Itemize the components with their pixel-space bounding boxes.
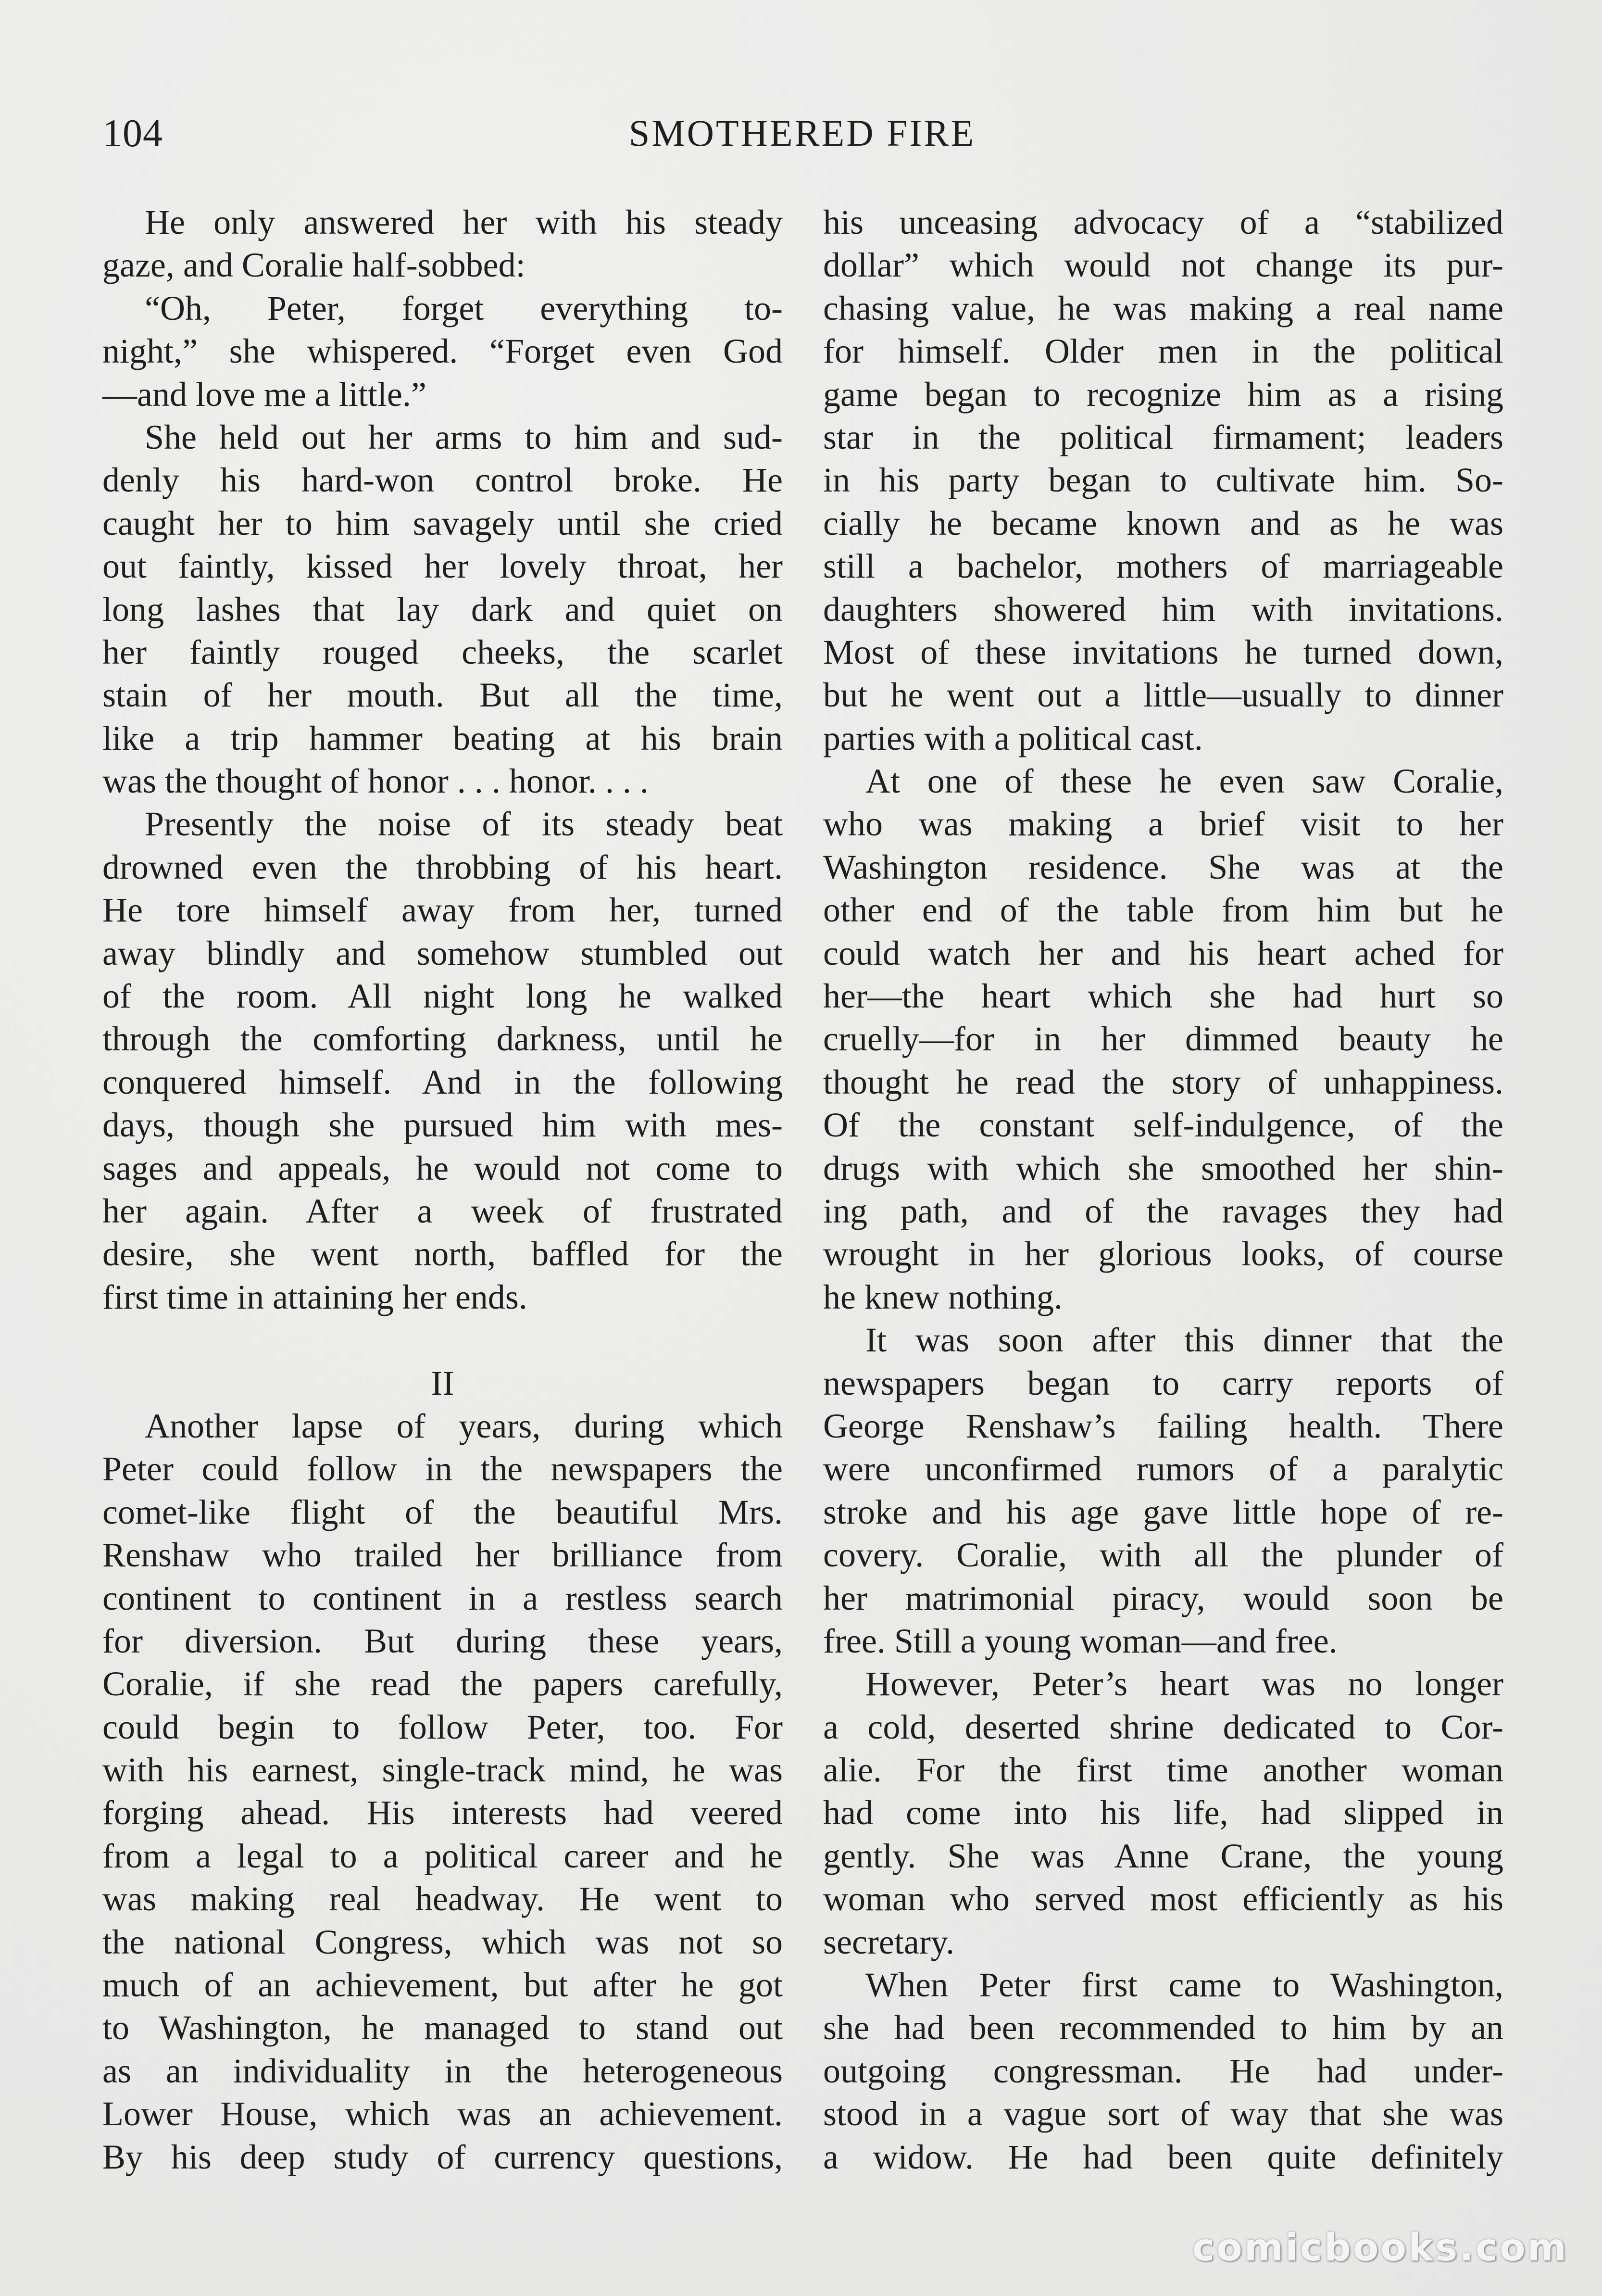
text-line: ing path, and of the ravages they had	[823, 1191, 1503, 1230]
text-line: covery. Coralie, with all the plunder of	[823, 1536, 1503, 1575]
text-line: were unconfirmed rumors of a paralytic	[823, 1450, 1503, 1489]
text-line: At one of these he even saw Coralie,	[865, 762, 1503, 801]
text-line: desire, she went north, baffled for the	[102, 1235, 783, 1274]
text-line: Most of these invitations he turned down,	[823, 632, 1503, 671]
left-text-column	[102, 201, 783, 2176]
text-line: a widow. He had been quite definitely	[823, 2137, 1503, 2176]
text-line: from a legal to a political career and he	[102, 1836, 783, 1875]
watermark-logo: comicbooks.com	[1192, 2226, 1568, 2270]
text-line: away blindly and somehow stumbled out	[102, 934, 783, 972]
text-line: secretary.	[823, 1922, 955, 1961]
text-line: conquered himself. And in the following	[102, 1062, 783, 1101]
text-line: of the room. All night long he walked	[102, 977, 783, 1016]
text-line: Another lapse of years, during which	[145, 1406, 783, 1445]
text-line: parties with a political cast.	[823, 719, 1203, 757]
text-line: her faintly rouged cheeks, the scarlet	[102, 632, 783, 671]
text-line: first time in attaining her ends.	[102, 1277, 527, 1316]
text-line: Peter could follow in the newspapers the	[102, 1450, 783, 1489]
text-line: —and love me a little.”	[102, 375, 426, 414]
text-line: gently. She was Anne Crane, the young	[823, 1836, 1503, 1875]
text-line: had come into his life, had slipped in	[823, 1793, 1503, 1832]
text-line: she had been recommended to him by an	[823, 2008, 1503, 2047]
text-line: cially he became known and as he was	[823, 504, 1503, 542]
text-line: but he went out a little—usually to dinner	[823, 676, 1503, 715]
text-line: However, Peter’s heart was no longer	[865, 1665, 1503, 1703]
text-line: drugs with which she smoothed her shin-	[823, 1148, 1503, 1187]
text-line: his unceasing advocacy of a “stabilized	[823, 203, 1503, 241]
text-line: II	[431, 1363, 454, 1402]
text-line: Washington residence. She was at the	[823, 847, 1503, 886]
text-line: other end of the table from him but he	[823, 891, 1503, 930]
text-line: chasing value, he was making a real name	[823, 289, 1503, 328]
text-line: When Peter first came to Washington,	[865, 1966, 1503, 2005]
text-line: Coralie, if she read the papers carefully,	[102, 1665, 783, 1703]
text-line: drowned even the throbbing of his heart.	[102, 847, 783, 886]
text-line: woman who served most efficiently as his	[823, 1880, 1503, 1918]
text-line: It was soon after this dinner that the	[865, 1321, 1503, 1360]
text-line: could watch her and his heart ached for	[823, 934, 1503, 972]
text-line: outgoing congressman. He had under-	[823, 2051, 1503, 2090]
text-line: like a trip hammer beating at his brain	[102, 719, 783, 757]
text-line: daughters showered him with invitations.	[823, 590, 1503, 629]
text-line: wrought in her glorious looks, of course	[823, 1235, 1503, 1274]
page-number: 104	[102, 111, 163, 155]
text-line: free. Still a young woman—and free.	[823, 1621, 1338, 1660]
text-line: denly his hard-won control broke. He	[102, 461, 783, 500]
text-line: game began to recognize him as a rising	[823, 375, 1503, 414]
text-line: for diversion. But during these years,	[102, 1621, 783, 1660]
right-text-column	[823, 201, 1503, 2176]
text-line: dollar” which would not change its pur-	[823, 246, 1503, 285]
text-line: her—the heart which she had hurt so	[823, 977, 1503, 1016]
text-line: was the thought of honor . . . honor. . . .	[102, 762, 649, 801]
text-line: gaze, and Coralie half-sobbed:	[102, 246, 526, 285]
text-line: with his earnest, single-track mind, he was	[102, 1751, 783, 1790]
text-line	[102, 1319, 783, 1362]
text-line: sages and appeals, he would not come to	[102, 1148, 783, 1187]
text-line: He tore himself away from her, turned	[102, 891, 783, 930]
text-line: long lashes that lay dark and quiet on	[102, 590, 783, 629]
text-line: still a bachelor, mothers of marriageable	[823, 547, 1503, 586]
text-line: Presently the noise of its steady beat	[145, 805, 783, 844]
text-line: cruelly—for in her dimmed beauty he	[823, 1020, 1503, 1059]
text-line: her again. After a week of frustrated	[102, 1191, 783, 1230]
text-line: She held out her arms to him and sud-	[145, 417, 783, 456]
text-line: a cold, deserted shrine dedicated to Cor-	[823, 1707, 1503, 1746]
text-line: Renshaw who trailed her brilliance from	[102, 1536, 783, 1575]
text-line: By his deep study of currency questions,	[102, 2137, 783, 2176]
text-line: could begin to follow Peter, too. For	[102, 1707, 783, 1746]
text-line: her matrimonial piracy, would soon be	[823, 1578, 1503, 1617]
text-line: the national Congress, which was not so	[102, 1922, 783, 1961]
text-line: forging ahead. His interests had veered	[102, 1793, 783, 1832]
text-line: “Oh, Peter, forget everything to-	[145, 289, 783, 328]
running-title: SMOTHERED FIRE	[628, 112, 976, 154]
text-line: Of the constant self-indulgence, of the	[823, 1106, 1503, 1145]
text-line: newspapers began to carry reports of	[823, 1363, 1503, 1402]
text-line: caught her to him savagely until she cried	[102, 504, 783, 542]
text-line: stain of her mouth. But all the time,	[102, 676, 783, 715]
text-line: for himself. Older men in the political	[823, 332, 1503, 371]
text-line: alie. For the first time another woman	[823, 1751, 1503, 1790]
text-line: as an individuality in the heterogeneous	[102, 2051, 783, 2090]
text-line: thought he read the story of unhappiness.	[823, 1062, 1503, 1101]
text-line: Lower House, which was an achievement.	[102, 2094, 783, 2133]
text-line: continent to continent in a restless search	[102, 1578, 783, 1617]
text-line: George Renshaw’s failing health. There	[823, 1406, 1503, 1445]
text-line: in his party began to cultivate him. So-	[823, 461, 1503, 500]
text-line: was making real headway. He went to	[102, 1880, 783, 1918]
text-line: to Washington, he managed to stand out	[102, 2008, 783, 2047]
text-line: who was making a brief visit to her	[823, 805, 1503, 844]
text-line: night,” she whispered. “Forget even God	[102, 332, 783, 371]
text-line: comet-like flight of the beautiful Mrs.	[102, 1492, 783, 1531]
text-line: stroke and his age gave little hope of re-	[823, 1492, 1503, 1531]
text-line: through the comforting darkness, until he	[102, 1020, 783, 1059]
text-line: star in the political firmament; leaders	[823, 417, 1503, 456]
text-line: stood in a vague sort of way that she was	[823, 2094, 1503, 2133]
text-line: much of an achievement, but after he got	[102, 1966, 783, 2005]
text-line: He only answered her with his steady	[145, 203, 783, 241]
text-line: he knew nothing.	[823, 1277, 1063, 1316]
text-line: days, though she pursued him with mes-	[102, 1106, 783, 1145]
page-header	[102, 107, 1502, 160]
text-line: out faintly, kissed her lovely throat, her	[102, 547, 783, 586]
